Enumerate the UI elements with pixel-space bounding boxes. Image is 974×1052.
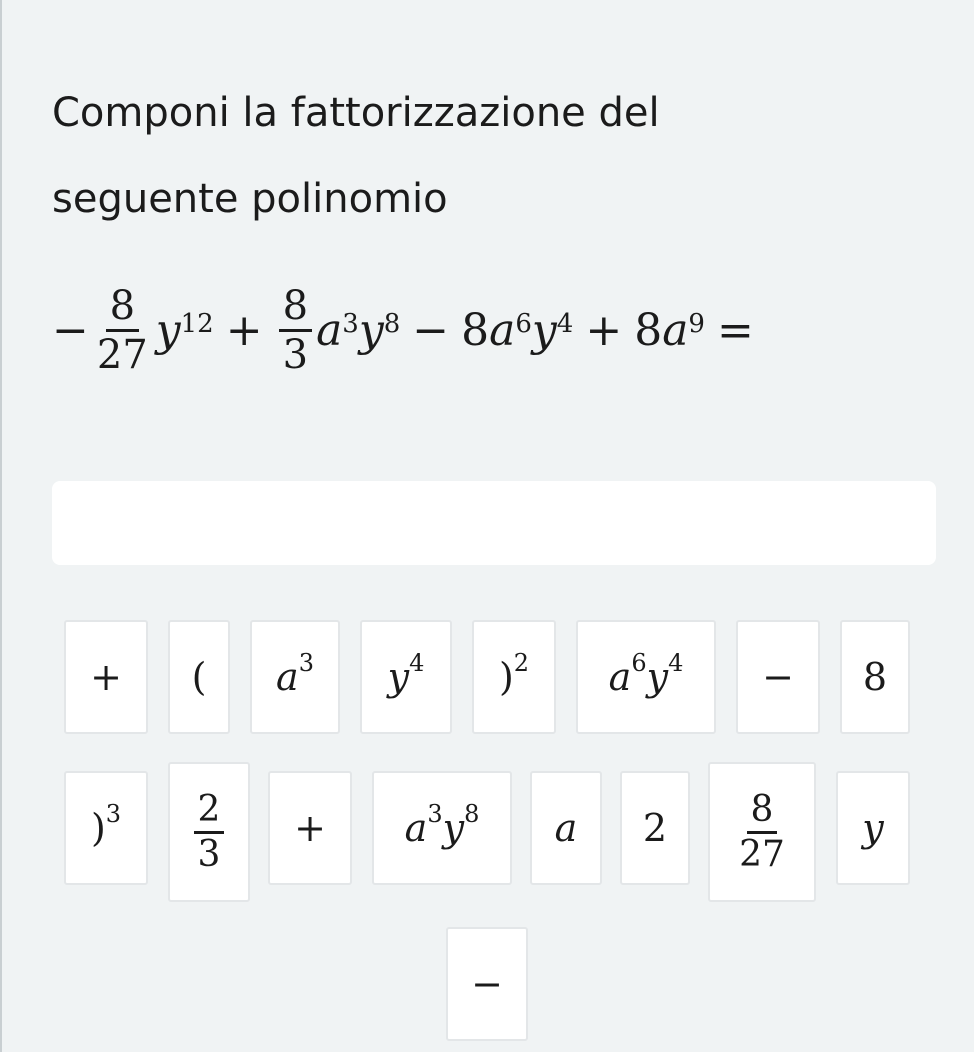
term2-variable-a: a <box>316 304 343 356</box>
tile-close-paren-squared[interactable] <box>472 620 556 734</box>
term4-variable: a <box>662 304 689 356</box>
term1-variable: y <box>155 304 181 356</box>
tile-close-paren-cubed[interactable] <box>64 771 148 885</box>
term2-fraction <box>279 283 312 378</box>
tile-a[interactable] <box>530 771 602 885</box>
tile-a3y8-variable-a: a <box>404 806 428 850</box>
tile-fraction-two-thirds-denominator: 3 <box>197 833 221 875</box>
tile-a-cubed-variable: a <box>276 655 299 699</box>
tile-a3y8-variable-y: y <box>442 806 465 850</box>
term3-exponent-y: 4 <box>556 309 574 339</box>
tile-close-paren-cubed-exponent: 3 <box>105 800 122 828</box>
tile-open-paren-symbol: ( <box>191 655 207 699</box>
tile-minus-2-symbol: − <box>471 962 503 1006</box>
tile-y-variable: y <box>862 806 884 850</box>
tile-a-cubed-exponent: 3 <box>298 649 314 677</box>
tile-a3y8-exponent-a: 3 <box>427 800 443 828</box>
tile-minus[interactable] <box>736 620 820 734</box>
tile-a6y4-exponent-a: 6 <box>631 649 647 677</box>
tile-y-fourth-variable: y <box>387 655 410 699</box>
term3-exponent-a: 6 <box>515 309 532 339</box>
tile-y[interactable] <box>836 771 910 885</box>
tile-a3y8-exponent-y: 8 <box>464 800 480 828</box>
tile-plus-2-symbol: + <box>294 806 326 850</box>
answer-drop-zone[interactable] <box>52 481 936 565</box>
tile-fraction-eight-27ths-numerator: 8 <box>747 789 778 834</box>
equals-sign: = <box>716 304 754 356</box>
tile-open-paren[interactable] <box>168 620 230 734</box>
term4-exponent: 9 <box>688 309 705 339</box>
tile-a6y4-variable-y: y <box>646 655 669 699</box>
term1-denominator: 27 <box>96 331 148 378</box>
tile-fraction-eight-27ths[interactable] <box>708 762 816 902</box>
tile-two-number: 2 <box>642 806 668 850</box>
tile-close-paren-squared-exponent: 2 <box>513 649 530 677</box>
tile-plus-symbol: + <box>90 655 122 699</box>
term1-fraction <box>93 283 152 378</box>
tile-eight-number: 8 <box>862 655 888 699</box>
term3-coefficient: 8 <box>461 304 490 356</box>
term1-sign: − <box>52 304 89 356</box>
left-edge-divider <box>0 0 2 1052</box>
operator-2: − <box>412 304 450 356</box>
tile-close-paren-squared-symbol: ) <box>498 655 514 699</box>
question-text <box>52 70 912 242</box>
tile-eight[interactable] <box>840 620 910 734</box>
tile-a3y8[interactable] <box>372 771 512 885</box>
tile-fraction-two-thirds-numerator: 2 <box>194 789 225 834</box>
term2-exponent-a: 3 <box>342 309 359 339</box>
operator-1: + <box>225 304 263 356</box>
term1-exponent: 12 <box>180 309 214 339</box>
term1-numerator: 8 <box>106 283 139 332</box>
question-line-2: seguente polinomio <box>52 176 448 222</box>
operator-3: + <box>585 304 623 356</box>
term2-exponent-y: 8 <box>383 309 401 339</box>
polynomial-equation <box>52 265 766 395</box>
tile-plus[interactable] <box>64 620 148 734</box>
tile-a-variable: a <box>554 806 578 850</box>
tile-plus-2[interactable] <box>268 771 352 885</box>
tile-a-cubed[interactable] <box>250 620 340 734</box>
tile-a6y4-variable-a: a <box>608 655 632 699</box>
term4-coefficient: 8 <box>634 304 663 356</box>
tile-a6y4[interactable] <box>576 620 716 734</box>
tile-a6y4-exponent-y: 4 <box>668 649 684 677</box>
tile-minus-2[interactable] <box>446 927 528 1041</box>
tile-fraction-two-thirds[interactable] <box>168 762 250 902</box>
tile-fraction-two-thirds-frac <box>194 789 225 876</box>
tile-y-fourth[interactable] <box>360 620 452 734</box>
term3-variable-a: a <box>489 304 516 356</box>
term2-numerator: 8 <box>279 283 312 332</box>
term2-variable-y: y <box>358 304 384 356</box>
tile-y-fourth-exponent: 4 <box>409 649 425 677</box>
tile-close-paren-cubed-symbol: ) <box>90 806 106 850</box>
term2-denominator: 3 <box>282 331 309 378</box>
tile-two[interactable] <box>620 771 690 885</box>
term3-variable-y: y <box>531 304 557 356</box>
tile-minus-symbol: − <box>762 655 794 699</box>
question-line-1: Componi la fattorizzazione del <box>52 90 660 136</box>
tile-fraction-eight-27ths-denominator: 27 <box>739 833 785 875</box>
tile-fraction-eight-27ths-frac <box>735 789 789 876</box>
